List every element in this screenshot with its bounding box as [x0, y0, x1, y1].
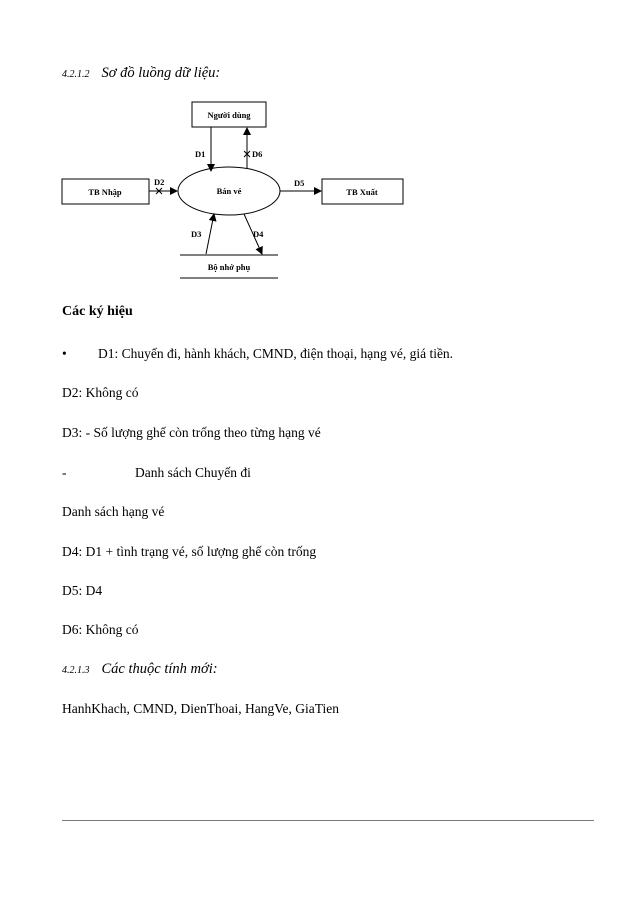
line-d3: D3: - Số lượng ghế còn trống theo từng hạng vé	[62, 425, 321, 440]
list-item-d1	[62, 346, 453, 362]
flow-d3-arrow	[206, 214, 214, 254]
flow-d1-label: D1	[195, 149, 206, 159]
line-d4: D4: D1 + tình trạng vé, số lượng ghế còn trống	[62, 544, 317, 559]
flow-d2-label: D2	[154, 177, 165, 187]
footer-divider	[62, 820, 594, 821]
section-title: Sơ đồ luồng dữ liệu:	[101, 65, 221, 81]
input-device-label: TB Nhập	[88, 187, 122, 197]
flow-d5-label: D5	[294, 178, 305, 188]
section-heading-new-attributes	[62, 660, 218, 678]
line-d6: D6: Không có	[62, 622, 139, 637]
bullet-icon: •	[62, 346, 67, 361]
flow-d6-label: D6	[252, 149, 263, 159]
line-d2: D2: Không có	[62, 385, 139, 400]
line-d5: D5: D4	[62, 583, 103, 598]
line-dash: -	[62, 465, 67, 480]
line-d1: D1: Chuyến đi, hành khách, CMND, điện thoại, hạng vé, giá tiền.	[98, 346, 454, 361]
process-label: Bán vé	[216, 186, 242, 196]
user-box-label: Người dùng	[207, 110, 251, 120]
line-danh-sach-chuyen-di: Danh sách Chuyến đi	[135, 465, 251, 480]
data-flow-diagram	[0, 0, 638, 300]
section-number: 4.2.1.2	[62, 69, 90, 80]
section-title: Các thuộc tính mới:	[101, 661, 218, 677]
line-danh-sach-hang-ve: Danh sách hạng vé	[62, 504, 165, 519]
legend-heading: Các ký hiệu	[62, 304, 133, 319]
attributes-list: HanhKhach, CMND, DienThoai, HangVe, GiaTien	[62, 701, 339, 716]
store-label: Bộ nhớ phụ	[207, 262, 251, 272]
flow-d3-label: D3	[191, 229, 202, 239]
output-device-label: TB Xuất	[346, 187, 378, 197]
flow-d4-label: D4	[253, 229, 264, 239]
section-number: 4.2.1.3	[62, 665, 90, 676]
